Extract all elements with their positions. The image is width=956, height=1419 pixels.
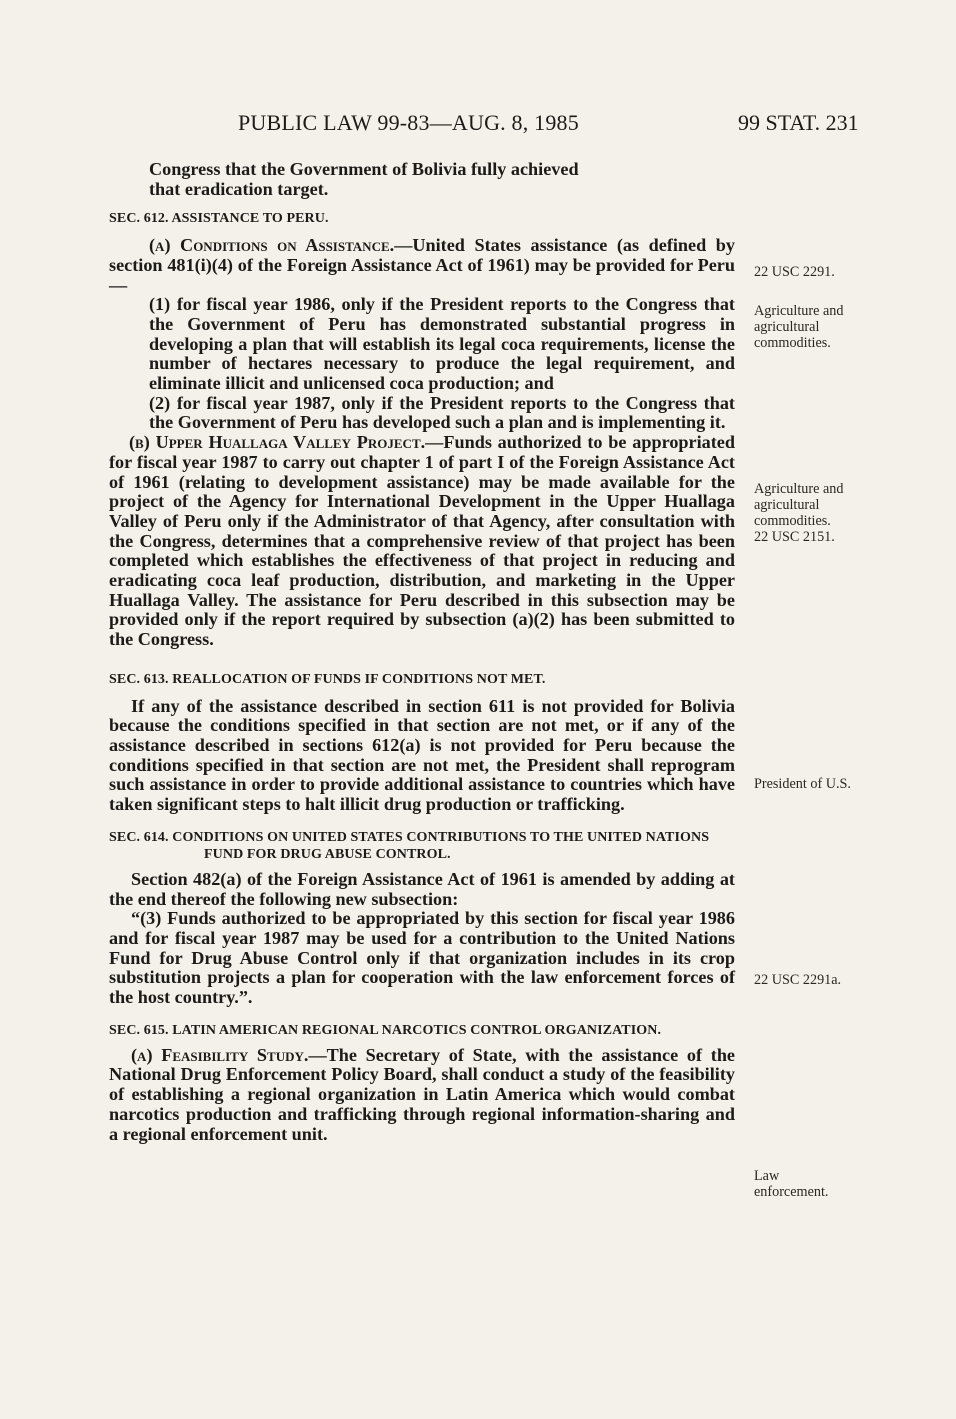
section-612-item-2: (2) for fiscal year 1987, only if the President reports to the Congress that the Government of Peru has developed such a plan and is implementing it. <box>149 392 735 433</box>
section-612-b-label: (b) Upper Huallaga Valley Project. <box>129 432 426 453</box>
header-title: PUBLIC LAW 99-83—AUG. 8, 1985 <box>238 110 579 135</box>
margin-note-22-usc-2151: 22 USC 2151. <box>754 529 835 545</box>
document-body <box>109 160 735 1144</box>
section-613-text: If any of the assistance described in section 611 is not provided for Bolivia because the conditions specified in that section are not met, or if any of the assistance described in sections 612(a) is not provided for Peru because the conditions specified in that section are not met, the President shall reprogram such assistance in order to provide additional assistance to countries which have taken significant steps to halt illicit drug production or trafficking. <box>109 695 735 815</box>
section-615-a-text: —The Secretary of State, with the assistance of the National Drug Enforcement Policy Board, shall conduct a study of the feasibility of establishing a regional organization in Latin America which would combat narcotics production and trafficking through regional information-sharing and a regional enforcement unit. <box>109 1044 736 1144</box>
margin-note-agriculture: Agriculture and agricultural commodities. <box>754 303 844 351</box>
section-612-a-text: —United States assistance (as defined by section 481(i)(4) of the Foreign Assistance Act of 1961) may be provided for Peru— <box>109 235 735 295</box>
section-612-item-1: (1) for fiscal year 1986, only if the President reports to the Congress that the Government of Peru has demonstrated substantial progress in developing a plan that will establish its legal coca requirements, license the number of hectares necessary to produce the legal requirement, and eliminate illicit and unlicensed coca production; and <box>149 294 735 394</box>
header-stat-citation: 99 STAT. 231 <box>738 110 859 135</box>
section-612-a <box>109 236 735 295</box>
section-612-a-label: (a) Conditions on Assistance. <box>149 235 395 256</box>
section-612-b-text: —Funds authorized to be appropriated for fiscal year 1987 to carry out chapter 1 of part I of the Foreign Assistance Act of 1961 (relating to development assistance) may be made available for the project of the Agency for International Development in the Upper Huallaga Valley of Peru only if the Administrator of that Agency, after consultation with the Congress, determines that a comprehensive review of that project has been completed which establishes the effectiveness of that project in reducing and eradicating coca leaf production, distribution, and marketing in the Upper Huallaga Valley. The assistance for Peru described in this subsection may be provided only if the report required by subsection (a)(2) has been submitted to the Congress. <box>109 432 735 650</box>
section-612-heading: SEC. 612. ASSISTANCE TO PERU. <box>109 211 329 227</box>
intro-line: Congress that the Government of Bolivia fully achieved <box>149 159 579 179</box>
section-613-heading: SEC. 613. REALLOCATION OF FUNDS IF CONDITIONS NOT MET. <box>109 671 546 687</box>
page-header <box>0 110 956 140</box>
section-614-quote: “(3) Funds authorized to be appropriated by this section for fiscal year 1986 and for fiscal year 1987 may be used for a contribution to the United Nations Fund for Drug Abuse Control only if that organization includes in its crop substitution projects a plan for cooperation with the law enforcement forces of the host country.”. <box>109 908 735 1008</box>
margin-note-22-usc-2291: 22 USC 2291. <box>754 264 835 280</box>
section-615-a <box>109 1046 735 1145</box>
section-615-a-label: (a) Feasibility Study. <box>131 1044 309 1065</box>
section-615-heading: SEC. 615. LATIN AMERICAN REGIONAL NARCOTICS CONTROL ORGANIZATION. <box>109 1022 662 1038</box>
section-612-b <box>109 433 735 650</box>
margin-note-22-usc-2291a: 22 USC 2291a. <box>754 972 842 988</box>
section-614-heading: SEC. 614. CONDITIONS ON UNITED STATES CONTRIBUTIONS TO THE UNITED NATIONS FUND FOR DRUG ABUSE CONTROL. <box>109 829 710 862</box>
margin-note-president: President of U.S. <box>754 776 851 792</box>
margin-note-law-enforcement: Law enforcement. <box>754 1168 829 1200</box>
intro-line: that eradication target. <box>149 178 329 199</box>
section-614-text: Section 482(a) of the Foreign Assistance Act of 1961 is amended by adding at the end thereof the following new subsection: <box>109 868 735 909</box>
margin-note-agriculture: Agriculture and agricultural commodities. <box>754 481 844 529</box>
